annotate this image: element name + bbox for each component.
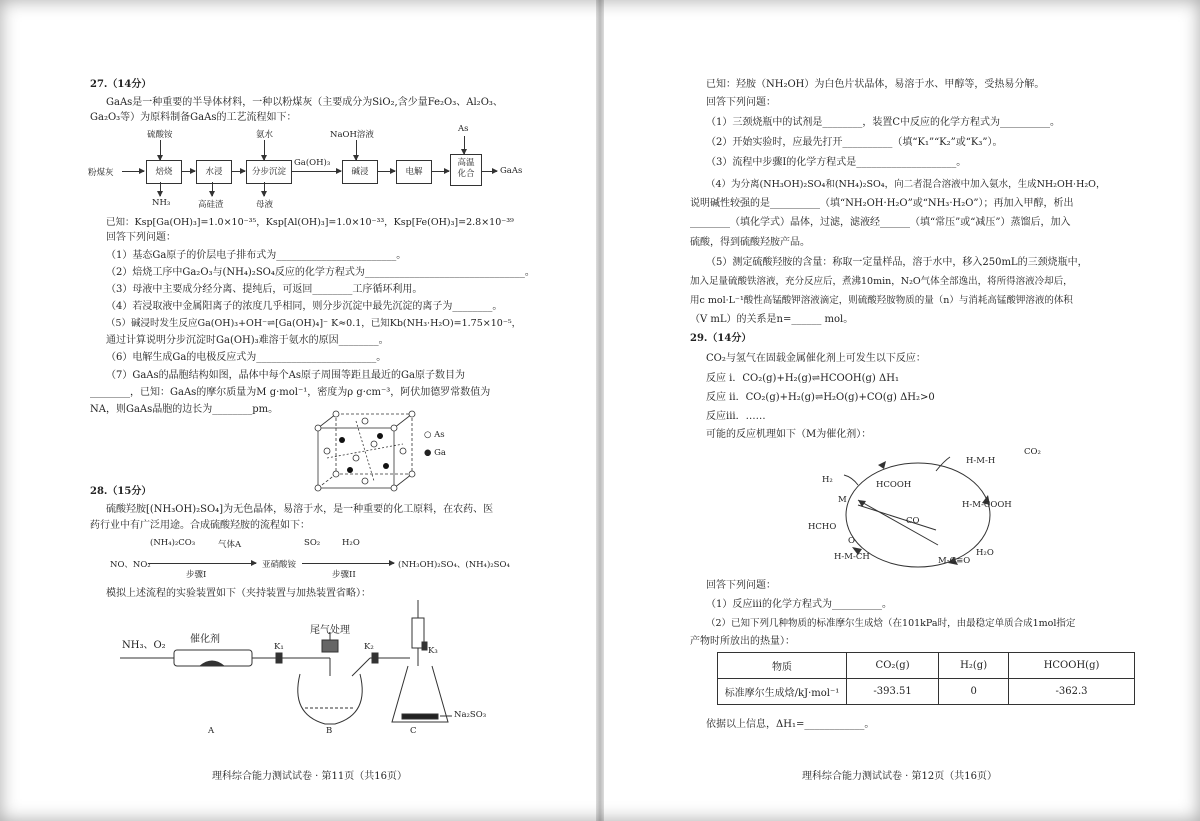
flow-step4: 碱浸 bbox=[342, 160, 378, 184]
flow-arrow bbox=[264, 182, 265, 196]
flow-step5: 电解 bbox=[396, 160, 432, 184]
app-k3: K₃ bbox=[428, 646, 438, 656]
table-header-cell: H₂(g) bbox=[939, 653, 1009, 679]
flow-arrow bbox=[431, 171, 449, 172]
flow-reagent4: NaOH溶液 bbox=[330, 130, 374, 140]
q29-reaction2: 反应 ii．CO₂(g)+H₂(g)⇌H₂O(g)+CO(g) ΔH₂>0 bbox=[706, 392, 935, 403]
q29-part2-line2: 产物时所放出的热量）： bbox=[690, 636, 795, 647]
q28-known: 已知：羟胺（NH₂OH）为白色片状晶体，易溶于水、甲醇等，受热易分解。 bbox=[706, 79, 1045, 90]
q28-flow-mid: 亚硝酸铵 bbox=[262, 560, 297, 570]
table-cell: 0 bbox=[939, 679, 1009, 705]
cycle-hcho: HCHO bbox=[808, 522, 837, 532]
cycle-h-m-cooh: H-M-COOH bbox=[962, 500, 1012, 510]
app-k1: K₁ bbox=[274, 642, 284, 652]
cycle-hcooh: HCOOH bbox=[876, 480, 912, 490]
q28-flow-reagent1: (NH₄)₂CO₃ bbox=[150, 538, 196, 548]
flow-reagent3: 氨水 bbox=[256, 130, 274, 140]
q28-flow-reagent3: H₂O bbox=[342, 538, 360, 548]
q28-intro-line2: 药行业中有广泛用途。合成硫酸羟胺的流程如下： bbox=[90, 520, 310, 531]
q28-flow-reagent2: SO₂ bbox=[304, 538, 321, 548]
flow-out1: NH₃ bbox=[152, 198, 171, 208]
q27-part4: （4）若浸取液中金属阳离子的浓度几乎相同，则分步沉淀中最先沉淀的离子为________。 bbox=[106, 301, 503, 312]
q29-final-prompt: 依据以上信息，ΔH₁=____________。 bbox=[706, 719, 875, 730]
flow-step6-line1: 高温 bbox=[457, 158, 475, 168]
q28-flow-step1: 步骤I bbox=[186, 570, 207, 580]
cycle-m-co: M-C≡O bbox=[938, 556, 971, 566]
q27-part2: （2）焙烧工序中Ga₂O₃与(NH₄)₂SO₄反应的化学方程式为________________________________。 bbox=[106, 267, 535, 278]
legend-ga: ● Ga bbox=[424, 448, 446, 458]
flow-reagent6: As bbox=[458, 124, 469, 134]
flow-arrow bbox=[464, 136, 465, 154]
cycle-h-m-h: H-M-H bbox=[966, 456, 996, 466]
q28-part4-line1: （4）为分离(NH₃OH)₂SO₄和(NH₄)₂SO₄，向二者混合溶液中加入氨水，生成NH₂OH·H₂O， bbox=[706, 179, 1106, 190]
flow-arrow bbox=[212, 182, 213, 196]
table-row-label: 标准摩尔生成焓/kJ·mol⁻¹ bbox=[718, 679, 847, 705]
q28-part2: （2）开始实验时，应最先打开__________（填“K₁”“K₂”或“K₃”）。 bbox=[706, 137, 1003, 148]
cycle-h2-in: H₂ bbox=[822, 475, 833, 485]
q27-intro-line1: GaAs是一种重要的半导体材料，一种以粉煤灰（主要成分为SiO₂,含少量Fe₂O₃、Al₂O₃、 bbox=[106, 97, 503, 108]
flow-step1: 焙烧 bbox=[146, 160, 182, 184]
cycle-co: CO bbox=[906, 516, 920, 526]
q27-part6: （6）电解生成Ga的电极反应式为________________________。 bbox=[106, 352, 387, 363]
cycle-m: M bbox=[838, 495, 847, 505]
q28-intro-line1: 硫酸羟胺[(NH₃OH)₂SO₄]为无色晶体，易溶于水，是一种重要的化工原料，在农药、医 bbox=[106, 504, 494, 515]
flow-mid: Ga(OH)₃ bbox=[294, 158, 331, 168]
q28-part1: （1）三颈烧瓶中的试剂是________，装置C中反应的化学方程式为__________。 bbox=[706, 117, 1061, 128]
app-na2so3: Na₂SO₃ bbox=[454, 710, 487, 720]
table-header-cell: 物质 bbox=[718, 653, 847, 679]
q29-header: 29.（14分） bbox=[690, 333, 752, 344]
cycle-h2o: H₂O bbox=[976, 548, 994, 558]
flow-step3: 分步沉淀 bbox=[246, 160, 292, 184]
app-tail-gas: 尾气处理 bbox=[310, 625, 350, 636]
cycle-co2: CO₂ bbox=[1024, 447, 1041, 457]
flow-start: 粉煤灰 bbox=[88, 168, 114, 178]
table-header-cell: HCOOH(g) bbox=[1009, 653, 1135, 679]
app-gas-input: NH₃、O₂ bbox=[122, 640, 166, 651]
flow-end: GaAs bbox=[500, 166, 523, 176]
flow-arrow bbox=[291, 171, 341, 172]
q27-part7-line3: NA，则GaAs晶胞的边长为________pm。 bbox=[90, 404, 279, 415]
q28-answer-prompt: 回答下列问题： bbox=[706, 97, 776, 108]
q27-part5-line1: （5）碱浸时发生反应Ga(OH)₃+OH⁻⇌[Ga(OH)₄]⁻ K≈0.1，已知Kb(NH₃·H₂O)=1.75×10⁻⁵， bbox=[106, 318, 522, 329]
q29-mechanism-intro: 可能的反应机理如下（M为催化剂）： bbox=[706, 429, 872, 440]
flow-arrow bbox=[377, 171, 395, 172]
flow-arrow bbox=[231, 171, 245, 172]
q27-intro-line2: Ga₂O₃等）为原料制备GaAs的工艺流程如下： bbox=[90, 112, 297, 123]
flow-out2: 高硅渣 bbox=[198, 200, 224, 210]
q27-known: 已知：Ksp[Ga(OH)₃]=1.0×10⁻³⁵，Ksp[Al(OH)₃]=1.0×10⁻³³，Ksp[Fe(OH)₃]=2.8×10⁻³⁹ bbox=[106, 217, 514, 228]
flow-step6 bbox=[450, 154, 482, 186]
enthalpy-table bbox=[717, 652, 1135, 705]
q28-part5-line1: （5）测定硫酸羟胺的含量：称取一定量样品，溶于水中，移入250mL的三颈烧瓶中， bbox=[706, 257, 1088, 268]
flow-arrow bbox=[160, 140, 161, 160]
table-row bbox=[718, 679, 1135, 705]
q29-intro: CO₂与氢气在固载金属催化剂上可发生以下反应： bbox=[706, 353, 926, 364]
app-k2: K₂ bbox=[364, 642, 374, 652]
table-header-row bbox=[718, 653, 1135, 679]
right-page bbox=[600, 0, 1200, 821]
left-page-footer: 理科综合能力测试试卷 · 第11页（共16页） bbox=[212, 771, 407, 782]
flow-step2: 水浸 bbox=[196, 160, 232, 184]
flow-arrow bbox=[122, 171, 144, 172]
q28-part5-line2: 加入足量硫酸铁溶液，充分反应后，煮沸10min，N₂O气体全部逸出，将所得溶液冷却后， bbox=[690, 276, 1073, 287]
flow-step6-line2: 化合 bbox=[457, 169, 475, 179]
app-label-c: C bbox=[410, 726, 417, 736]
flow-arrow bbox=[264, 140, 265, 160]
q28-apparatus-intro: 模拟上述流程的实验装置如下（夹持装置与加热装置省略）： bbox=[106, 588, 371, 599]
q29-part2-line1: （2）已知下列几种物质的标准摩尔生成焓（在101kPa时，由最稳定单质合成1mol指定 bbox=[706, 618, 1076, 629]
q29-part1: （1）反应iii的化学方程式为__________。 bbox=[706, 599, 892, 610]
table-header-cell: CO₂(g) bbox=[847, 653, 939, 679]
q28-part5-line4: （V mL）的关系是n=______ mol。 bbox=[690, 314, 854, 325]
q28-part4-line3: ________（填化学式）晶体，过滤，滤液经______（填“常压”或“减压”）蒸馏后，加入 bbox=[690, 217, 1071, 228]
q28-part5-line3: 用c mol·L⁻¹酸性高锰酸钾溶液滴定，则硫酸羟胺物质的量（n）与消耗高锰酸钾溶液的体积 bbox=[690, 295, 1073, 306]
right-page-footer: 理科综合能力测试试卷 · 第12页（共16页） bbox=[802, 771, 997, 782]
flow-arrow bbox=[356, 140, 357, 160]
app-label-a: A bbox=[208, 726, 215, 736]
table-cell: -393.51 bbox=[847, 679, 939, 705]
q27-answer-prompt: 回答下列问题： bbox=[106, 232, 176, 243]
q28-flow-arrow bbox=[302, 563, 394, 564]
q28-flow-gas-a: 气体A bbox=[218, 540, 242, 550]
flow-reagent1: 硫酸铵 bbox=[147, 130, 173, 140]
q29-reaction3: 反应iii．…… bbox=[706, 411, 766, 422]
gaas-unit-cell-diagram bbox=[312, 410, 422, 492]
q28-flow-step2: 步骤II bbox=[332, 570, 356, 580]
cycle-h-m-ch: H-M-CH bbox=[834, 552, 870, 562]
flow-out3: 母液 bbox=[256, 200, 274, 210]
app-catalyst: 催化剂 bbox=[190, 634, 220, 645]
q27-part7-line1: （7）GaAs的晶胞结构如图，晶体中每个As原子周围等距且最近的Ga原子数目为 bbox=[106, 370, 465, 381]
q27-header: 27.（14分） bbox=[90, 79, 152, 90]
q27-part7-line2: ________，已知：GaAs的摩尔质量为M g·mol⁻¹，密度为ρ g·cm⁻³，阿伏加德罗常数值为 bbox=[90, 387, 491, 398]
table-cell: -362.3 bbox=[1009, 679, 1135, 705]
cycle-o-mark: O bbox=[848, 536, 855, 546]
apparatus-diagram bbox=[100, 596, 500, 736]
q28-header: 28.（15分） bbox=[90, 486, 152, 497]
q27-part1: （1）基态Ga原子的价层电子排布式为________________________。 bbox=[106, 250, 407, 261]
q28-part3: （3）流程中步骤I的化学方程式是____________________。 bbox=[706, 157, 967, 168]
q28-part4-line4: 硫酸，得到硫酸羟胺产品。 bbox=[690, 237, 810, 248]
flow-arrow bbox=[160, 182, 161, 196]
flow-arrow bbox=[181, 171, 195, 172]
q28-part4-line2: 说明碱性较强的是__________（填“NH₂OH·H₂O”或“NH₃·H₂O”）；再加入甲醇，析出 bbox=[690, 198, 1074, 209]
flow-arrow bbox=[481, 171, 497, 172]
app-label-b: B bbox=[326, 726, 333, 736]
q28-flow-arrow bbox=[148, 563, 256, 564]
q29-answer-prompt: 回答下列问题： bbox=[706, 580, 776, 591]
q28-flow-start: NO、NO₂ bbox=[110, 560, 151, 570]
q29-reaction1: 反应 i．CO₂(g)+H₂(g)⇌HCOOH(g) ΔH₁ bbox=[706, 373, 899, 384]
q27-part5-line2: 通过计算说明分步沉淀时Ga(OH)₃难溶于氨水的原因________。 bbox=[106, 335, 389, 346]
legend-as: ○ As bbox=[424, 430, 445, 440]
q27-part3: （3）母液中主要成分经分离、提纯后，可返回________工序循环利用。 bbox=[106, 284, 423, 295]
q28-flow-end: (NH₃OH)₂SO₄、(NH₄)₂SO₄ bbox=[398, 560, 510, 570]
